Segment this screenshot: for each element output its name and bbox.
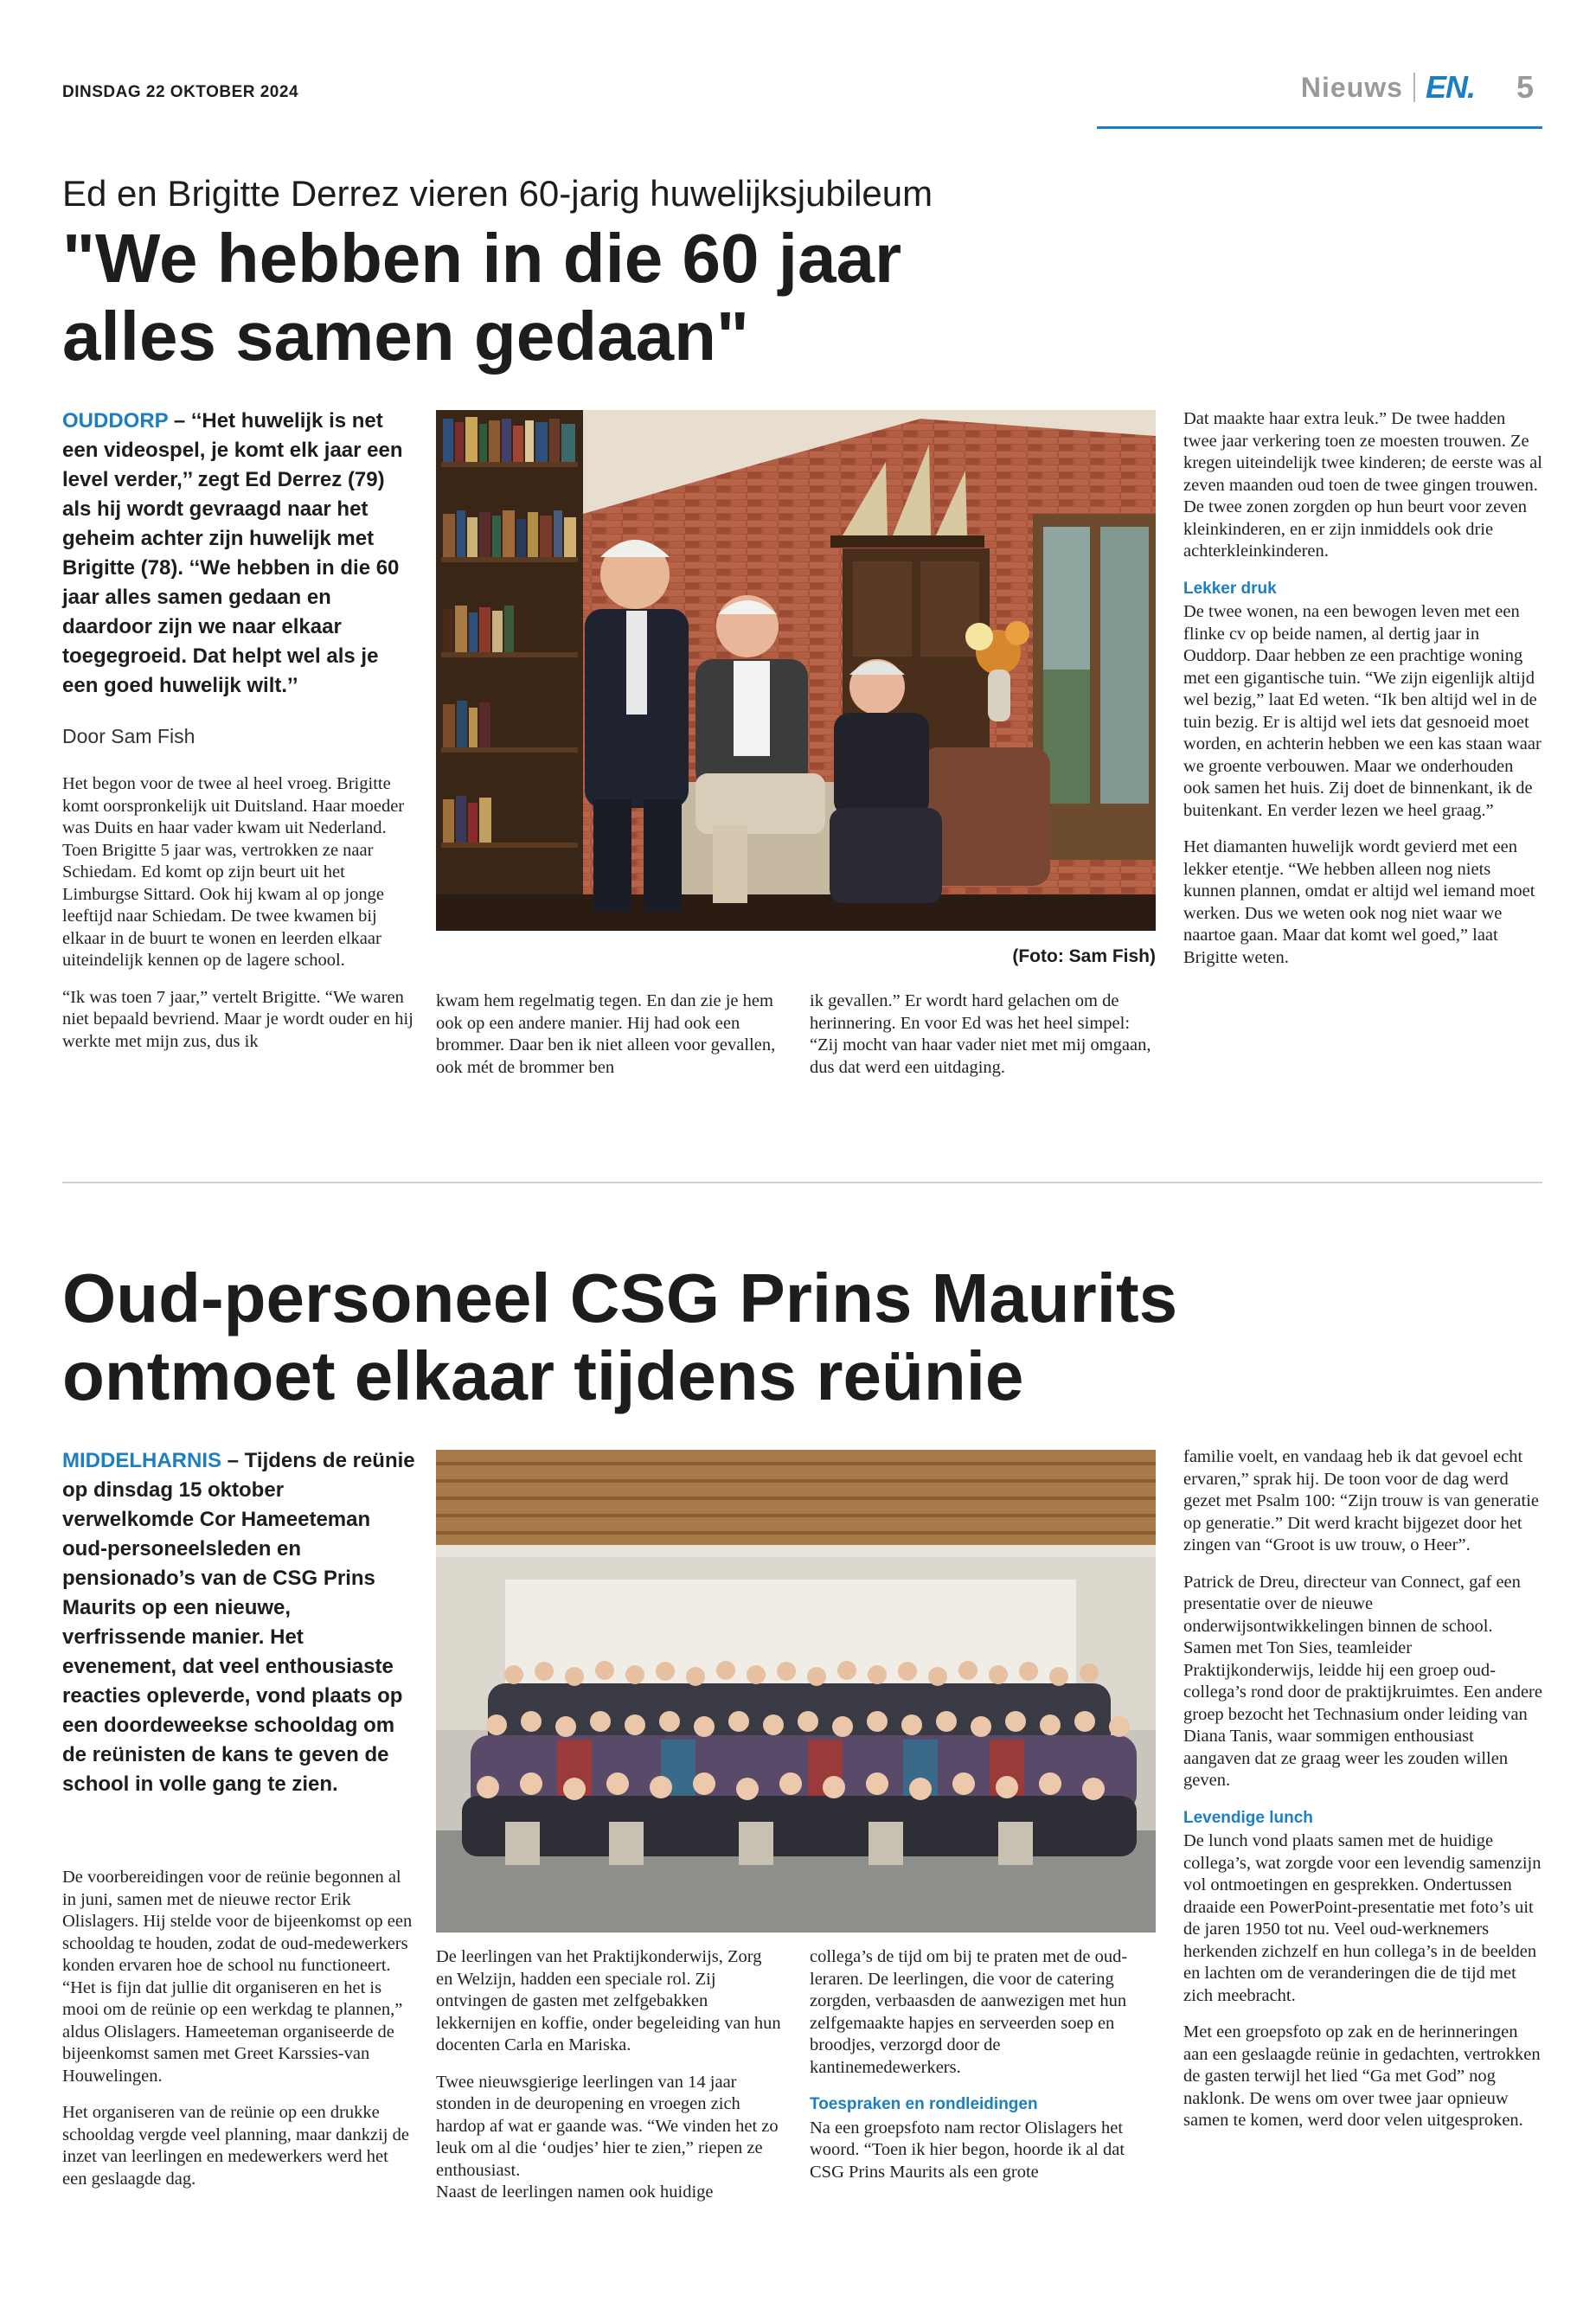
article2-col3-paragraph: collega’s de tijd om bij te praten met de oud-leraren. De leerlingen, die voor de catering zorgden, verbaasden de aanwezigen met hun zelfgemaakte hapjes en serveerden soep en broodjes, verzorgd door de kantinemedewerkers. (810, 1947, 1128, 2077)
article1-column-3 (810, 990, 1156, 1093)
article2-photo (436, 1450, 1156, 1932)
article1-photo (436, 410, 1156, 931)
article2-headline-line1: Oud-personeel CSG Prins Maurits (62, 1259, 1178, 1336)
header-rule (1097, 126, 1542, 129)
article1-column-1 (62, 773, 417, 1067)
article1-col4-paragraph: De twee wonen, na een bewogen leven met een flinke cv op beide namen, al dertig jaar in Ouddorp. Daar hebben ze een prachtige woning met een gigantische tuin. “We zijn eigenlijk altijd wel bezig,” laat Ed weten. “Ik ben altijd wel in de tuin bezig. Er is altijd wel iets dat gesnoeid moet worden, en achterin hebben we een kas staan waar we groente verbouwen. Maar we onderhouden ook samen het huis. Zij doet de binnenkant, ik de buitenkant. En verder lezen we heel graag.” (1183, 602, 1542, 820)
article1-kicker: Ed en Brigitte Derrez vieren 60-jarig huwelijksjubileum (62, 173, 933, 214)
article1-lead-text: – ‘‘Het huwelijk is net een videospel, je komt elk jaar een level verder,’’ zegt Ed Derrez (79) als hij wordt gevraagd naar het geheim achter zijn huwelijk met Brigitte (78). ‘‘We hebben in die 60 jaar alles samen gedaan en daardoor zijn we naar elkaar toegegroeid. Dat helpt wel als je een goed huwelijk wilt.’’ (62, 409, 403, 697)
article2-col2-paragraph: Naast de leerlingen namen ook huidige (436, 2182, 714, 2202)
article1-column-2 (436, 990, 782, 1093)
crowd (462, 1661, 1137, 1865)
article1-col1-paragraph: Het begon voor de twee al heel vroeg. Brigitte komt oorspronkelijk uit Duitsland. Haar moeder was Duits en haar vader kwam uit Nederland. Toen Brigitte 5 jaar was, vertrokken ze naar Schiedam. Ed komt op zijn beurt uit het Limburgse Sittard. Ook hij kwam al op jonge leeftijd naar Schiedam. De twee kwamen bij elkaar in de buurt te wonen en leerden elkaar uiteindelijk kennen op de lagere school. (62, 774, 405, 970)
article2-lead-text: – Tijdens de reünie op dinsdag 15 oktober verwelkomde Cor Hameeteman oud-personeelsleden en pensionado’s van de CSG Prins Maurits op een nieuwe, verfrissende manier. Het evenement, dat veel enthousiaste reacties opleverde, vond plaats op een doordeweekse schooldag om de reünisten de kans te geven de school in volle gang te zien. (62, 1449, 415, 1796)
article2-col2-paragraph: Twee nieuwsgierige leerlingen van 14 jaar stonden in de deuropening en vroegen zich hardop af wat er gaande was. “We vinden het zo leuk om al die ‘oudjes’ hier te zien,” riepen ze enthousiast. (436, 2072, 779, 2180)
article2-column-3 (810, 1946, 1156, 2198)
article2-subhead-2: Levendige lunch (1183, 1808, 1313, 1827)
article2-col4-paragraph: De lunch vond plaats samen met de huidige collega’s, wat zorgde voor een levendig samenzijn vol ontmoetingen en gesprekken. Ondertussen draaide een PowerPoint-presentatie met foto’s uit de jaren 1950 tot nu. Veel oud-werknemers herkenden zichzelf en hun collega’s in de beelden en lachten om de veranderingen die de tijd met zich meebracht. (1183, 1831, 1542, 2005)
masthead-separator (1413, 73, 1415, 102)
article2-col2-paragraph: De leerlingen van het Praktijkonderwijs, Zorg en Welzijn, hadden een speciale rol. Zij ontvingen de gasten met zelfgebakken lekkernijen en koffie, onder begeleiding van hun docenten Carla en Mariska. (436, 1947, 781, 2054)
masthead (1301, 67, 1534, 107)
article1-col1-paragraph: “Ik was toen 7 jaar,” vertelt Brigitte. “We waren niet bepaald bevriend. Maar je wordt ouder en hij werkte met mijn zus, dus ik (62, 987, 413, 1051)
article2-column-4 (1183, 1446, 1542, 2147)
article1-subhead: Lekker druk (1183, 579, 1277, 598)
article1-headline-line2: alles samen gedaan" (62, 298, 749, 375)
group-photo-illustration (436, 1450, 1156, 1932)
article1-headline-line1: "We hebben in die 60 jaar (62, 220, 902, 297)
article2-column-1 (62, 1867, 417, 2205)
newspaper-logo: EN. (1425, 69, 1475, 105)
article2-lead (62, 1446, 417, 1799)
page-number: 5 (1516, 69, 1534, 105)
issue-date: DINSDAG 22 OKTOBER 2024 (62, 83, 299, 101)
article2-headline (62, 1259, 1177, 1415)
article1-col4-paragraph: Dat maakte haar extra leuk.” De twee hadden twee jaar verkering toen ze moesten trouwen. Ze kregen uiteindelijk twee kinderen; de eerste was al zeven maanden oud toen de twee gingen trouwen. De twee zonen zorgden op hun beurt voor zeven kleinkinderen, en er zijn inmiddels ook drie achterkleinkinderen. (1183, 409, 1542, 561)
article1-column-4 (1183, 408, 1542, 984)
article1-headline (62, 220, 901, 375)
article1-col3-paragraph: ik gevallen.” Er wordt hard gelachen om de herinnering. En voor Ed was het heel simpel: “Zij mocht van haar vader niet met mij omgaan, dus dat werd een uitdaging. (810, 991, 1151, 1077)
article2-col4-paragraph: familie voelt, en vandaag heb ik dat gevoel echt ervaren,” sprak hij. De toon voor de dag werd gezet met Psalm 100: “Zijn trouw is van generatie op generatie.” Dit werd kracht bijgezet door het zingen van “Groot is uw trouw, o Heer”. (1183, 1447, 1540, 1554)
article2-headline-line2: ontmoet elkaar tijdens reünie (62, 1337, 1024, 1414)
section-label: Nieuws (1300, 71, 1403, 103)
article2-column-2 (436, 1946, 782, 2219)
article2-col1-paragraph: De voorbereidingen voor de reünie begonnen al in juni, samen met de nieuwe rector Erik Olislagers. Hij stelde voor de bijeenkomst op een schooldag te houden, zodat de oud-medewerkers konden ervaren hoe de school nu functioneert. “Het is fijn dat jullie dit organiseren en het is mooi om de reünie op een werkdag te plannen,” aldus Olislagers. Hameeteman organiseerde de bijeenkomst samen met Greet Karssies-van Houwelingen. (62, 1868, 413, 2086)
article-divider (62, 1182, 1542, 1183)
article2-col4-paragraph: Met een groepsfoto op zak en de herinneringen aan een geslaagde reünie in gedachten, vertrokken de gasten terwijl het lied “Ga met God” nog naklonk. De wens om over twee jaar opnieuw samen te komen, werd door velen uitgesproken. (1183, 2022, 1541, 2130)
article1-lead (62, 407, 417, 701)
article2-dateline: MIDDELHARNIS (62, 1449, 221, 1472)
article1-byline: Door Sam Fish (62, 725, 195, 747)
article1-photo-caption: (Foto: Sam Fish) (1012, 946, 1156, 966)
article2-col3-paragraph: Na een groepsfoto nam rector Olislagers het woord. “Toen ik hier begon, hoorde ik al dat CSG Prins Maurits als een grote (810, 2118, 1125, 2182)
article2-col4-paragraph: Patrick de Dreu, directeur van Connect, gaf een presentatie over de nieuwe onderwijsontwikkelingen binnen de school. Samen met Ton Sies, teamleider Praktijkonderwijs, leidde hij een groep oud-collega’s rond door de praktijkruimtes. Een andere groep bezocht het Technasium onder leiding van Diana Tanis, waar sommigen enthousiast aangaven dat ze graag weer les zouden willen geven. (1183, 1572, 1542, 1790)
article1-col4-paragraph: Het diamanten huwelijk wordt gevierd met een lekker etentje. “We hebben alleen nog niets kunnen plannen, omdat er altijd wel iemand moet werken. Dus we weten ook nog niet waar we naartoe gaan. Maar dat komt wel goed,” laat Brigitte weten. (1183, 837, 1535, 967)
article1-col2-paragraph: kwam hem regelmatig tegen. En dan zie je hem ook op een andere manier. Hij had ook een brommer. Daar ben ik niet alleen voor gevallen, ook mét de brommer ben (436, 991, 776, 1077)
article2-col1-paragraph: Het organiseren van de reünie op een drukke schooldag vergde veel planning, maar dankzij de inzet van leerlingen en medewerkers werd het een geslaagde dag. (62, 2103, 409, 2189)
couple-photo-illustration (436, 410, 1156, 931)
article1-dateline: OUDDORP (62, 409, 169, 433)
article2-subhead-1: Toespraken en rondleidingen (810, 2095, 1038, 2113)
